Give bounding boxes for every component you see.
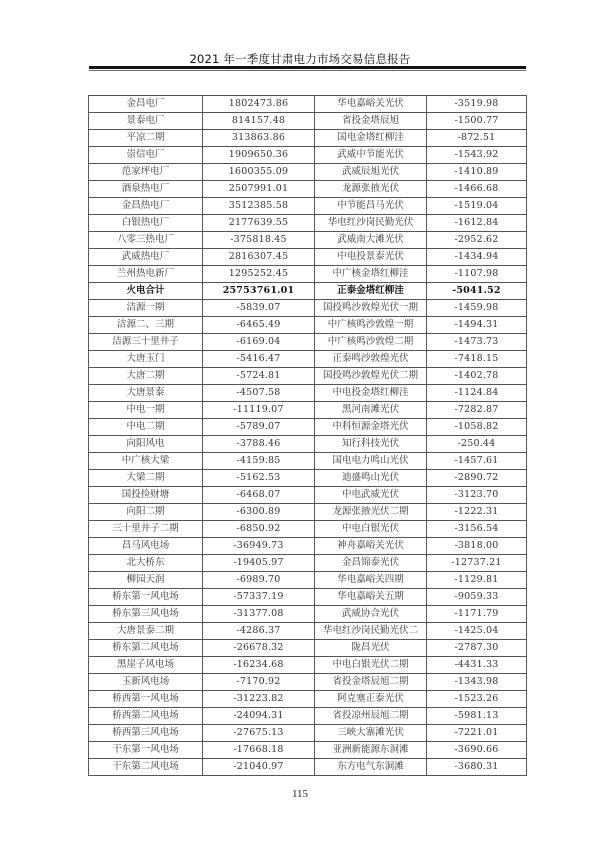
plant-name-cell: 中电投景泰光伏 [315,249,427,266]
table-row [89,606,527,623]
plant-value-cell: -1222.31 [427,504,527,521]
table-row [89,708,527,725]
plant-name-cell: 中电二期 [89,419,203,436]
plant-value-cell: 1600355.09 [203,164,315,181]
plant-name-cell: 华电红沙岗民勤光伏 [315,215,427,232]
plant-value-cell: -3519.98 [427,96,527,113]
table-row [89,249,527,266]
table-row [89,589,527,606]
plant-value-cell: -3156.54 [427,521,527,538]
plant-value-cell: 1802473.86 [203,96,315,113]
plant-value-cell: -872.51 [427,130,527,147]
plant-value-cell: -17668.18 [203,742,315,759]
plant-name-cell: 武威南大滩光伏 [315,232,427,249]
plant-value-cell: -11119.07 [203,402,315,419]
plant-value-cell: 1295252.45 [203,266,315,283]
plant-name-cell: 崇信电厂 [89,147,203,164]
plant-name-cell: 黑河南滩光伏 [315,402,427,419]
plant-name-cell: 龙源张掖光伏二期 [315,504,427,521]
plant-value-cell: -9059.33 [427,589,527,606]
header-divider-thin [89,70,526,71]
plant-name-cell: 中广核鸣沙敦煌二期 [315,334,427,351]
plant-value-cell: -2787.30 [427,640,527,657]
table-row [89,232,527,249]
table-row [89,555,527,572]
plant-value-cell: -4286.37 [203,623,315,640]
plant-value-cell: -1523.26 [427,691,527,708]
plant-name-cell: 桥西第二风电场 [89,708,203,725]
plant-value-cell: -24094.31 [203,708,315,725]
table-row [89,351,527,368]
plant-name-cell: 八零三热电厂 [89,232,203,249]
plant-name-cell: 中电白银光伏 [315,521,427,538]
plant-value-cell: -6300.89 [203,504,315,521]
plant-name-cell: 北大桥东 [89,555,203,572]
table-row [89,742,527,759]
table-row [89,266,527,283]
plant-value-cell: -1612.84 [427,215,527,232]
plant-value-cell: -7282.87 [427,402,527,419]
table-row [89,368,527,385]
plant-value-cell: 2177639.55 [203,215,315,232]
table-row [89,215,527,232]
plant-value-cell: -1457.61 [427,453,527,470]
plant-name-cell: 武威中节能光伏 [315,147,427,164]
plant-name-cell: 玉新风电场 [89,674,203,691]
plant-value-cell: -7418.15 [427,351,527,368]
plant-value-cell: -1434.94 [427,249,527,266]
plant-name-cell: 干东第一风电场 [89,742,203,759]
plant-value-cell: -2890.72 [427,470,527,487]
table-row [89,759,527,776]
plant-value-cell: -6465.49 [203,317,315,334]
table-row [89,334,527,351]
report-title: 2021 年一季度甘肃电力市场交易信息报告 [189,52,411,66]
plant-name-cell: 华电红沙岗民勤光伏二 [315,623,427,640]
settlement-table [88,95,527,776]
plant-name-cell: 正泰鸣沙敦煌光伏 [315,351,427,368]
plant-name-cell: 省投金塔辰旭二期 [315,674,427,691]
plant-value-cell: -1425.04 [427,623,527,640]
plant-name-cell: 中广核鸣沙敦煌一期 [315,317,427,334]
plant-value-cell: 1909650.36 [203,147,315,164]
table-row [89,385,527,402]
plant-value-cell: -375818.45 [203,232,315,249]
plant-name-cell: 武威辰旭光伏 [315,164,427,181]
table-row [89,504,527,521]
plant-name-cell: 桥东第一风电场 [89,589,203,606]
plant-name-cell: 华电嘉峪关光伏 [315,96,427,113]
table-row [89,317,527,334]
plant-value-cell: -250.44 [427,436,527,453]
plant-value-cell: -3818.00 [427,538,527,555]
plant-name-cell: 国投鸣沙敦煌光伏一期 [315,300,427,317]
plant-value-cell: -5724.81 [203,368,315,385]
plant-value-cell: 2816307.45 [203,249,315,266]
table-row [89,623,527,640]
plant-name-cell: 景泰电厂 [89,113,203,130]
table-row [89,640,527,657]
plant-name-cell: 中电白银光伏二期 [315,657,427,674]
plant-name-cell: 洁源二、三期 [89,317,203,334]
plant-name-cell: 国电电力鸣山光伏 [315,453,427,470]
plant-name-cell: 中电一期 [89,402,203,419]
table-row [89,657,527,674]
plant-value-cell: 814157.48 [203,113,315,130]
plant-value-cell: -36949.73 [203,538,315,555]
plant-value-cell: -3690.66 [427,742,527,759]
plant-value-cell: -7170.92 [203,674,315,691]
plant-value-cell: -1494.31 [427,317,527,334]
plant-name-cell: 向阳风电 [89,436,203,453]
plant-name-cell: 东方电气东洞滩 [315,759,427,776]
plant-name-cell: 陇昌光伏 [315,640,427,657]
plant-value-cell: -5981.13 [427,708,527,725]
plant-name-cell: 中电投金塔红柳洼 [315,385,427,402]
table-row [89,300,527,317]
plant-name-cell: 迪盛鸣山光伏 [315,470,427,487]
plant-name-cell: 洁源一期 [89,300,203,317]
plant-value-cell: -7221.01 [427,725,527,742]
plant-value-cell: -5041.52 [427,283,527,300]
plant-value-cell: -6169.04 [203,334,315,351]
plant-value-cell: -3788.46 [203,436,315,453]
plant-name-cell: 桥东第三风电场 [89,606,203,623]
plant-name-cell: 火电合计 [89,283,203,300]
plant-name-cell: 三十里井子二期 [89,521,203,538]
plant-name-cell: 范家坪电厂 [89,164,203,181]
plant-value-cell: -16234.68 [203,657,315,674]
plant-name-cell: 兰州热电新厂 [89,266,203,283]
plant-name-cell: 大唐景泰二期 [89,623,203,640]
plant-name-cell: 柳园天润 [89,572,203,589]
page-number: 115 [291,788,309,800]
plant-name-cell: 中广核大梁 [89,453,203,470]
plant-name-cell: 中科恒源金塔光伏 [315,419,427,436]
plant-name-cell: 中电武威光伏 [315,487,427,504]
plant-name-cell: 武威协合光伏 [315,606,427,623]
plant-value-cell: -19405.97 [203,555,315,572]
plant-name-cell: 昌马风电场 [89,538,203,555]
plant-value-cell: -1473.73 [427,334,527,351]
plant-name-cell: 亚洲新能源东洞滩 [315,742,427,759]
plant-value-cell: -3680.31 [427,759,527,776]
plant-value-cell: -1466.68 [427,181,527,198]
plant-name-cell: 大唐玉门 [89,351,203,368]
plant-name-cell: 国投鸣沙敦煌光伏二期 [315,368,427,385]
table-row [89,181,527,198]
plant-name-cell: 大唐景泰 [89,385,203,402]
plant-name-cell: 正泰金塔红柳洼 [315,283,427,300]
plant-value-cell: -31223.82 [203,691,315,708]
plant-value-cell: -4159.85 [203,453,315,470]
table-row [89,691,527,708]
plant-value-cell: 3512385.58 [203,198,315,215]
plant-name-cell: 干东第二风电场 [89,759,203,776]
plant-name-cell: 平凉二期 [89,130,203,147]
plant-value-cell: -1402.78 [427,368,527,385]
table-body [89,96,527,776]
table-row [89,538,527,555]
table-row [89,725,527,742]
table-row [89,453,527,470]
plant-value-cell: -3123.70 [427,487,527,504]
plant-value-cell: -5416.47 [203,351,315,368]
plant-name-cell: 阿克塞正泰光伏 [315,691,427,708]
plant-value-cell: -4507.58 [203,385,315,402]
plant-value-cell: -6989.70 [203,572,315,589]
plant-name-cell: 知行科技光伏 [315,436,427,453]
plant-value-cell: -1519.04 [427,198,527,215]
plant-name-cell: 黑崖子风电场 [89,657,203,674]
plant-value-cell: -5789.07 [203,419,315,436]
plant-value-cell: -1107.98 [427,266,527,283]
plant-value-cell: -31377.08 [203,606,315,623]
plant-value-cell: -27675.13 [203,725,315,742]
plant-value-cell: -1500.77 [427,113,527,130]
table-row [89,419,527,436]
table-row [89,436,527,453]
plant-value-cell: -57337.19 [203,589,315,606]
table-row [89,113,527,130]
plant-value-cell: -1543.92 [427,147,527,164]
plant-value-cell: -6850.92 [203,521,315,538]
plant-value-cell: -5839.07 [203,300,315,317]
plant-name-cell: 桥西第三风电场 [89,725,203,742]
plant-name-cell: 洁源三十里井子 [89,334,203,351]
table-row [89,572,527,589]
plant-name-cell: 华电嘉峪关四期 [315,572,427,589]
table-row [89,130,527,147]
table-row [89,402,527,419]
table-row [89,674,527,691]
plant-name-cell: 大唐二期 [89,368,203,385]
plant-name-cell: 中广核金塔红柳洼 [315,266,427,283]
plant-name-cell: 金昌锦泰光伏 [315,555,427,572]
plant-name-cell: 省投凉州辰旭二期 [315,708,427,725]
plant-name-cell: 金昌热电厂 [89,198,203,215]
table-row [89,487,527,504]
plant-value-cell: 313863.86 [203,130,315,147]
table-row [89,283,527,300]
plant-value-cell: -1410.89 [427,164,527,181]
plant-name-cell: 酒泉热电厂 [89,181,203,198]
plant-value-cell: -1124.84 [427,385,527,402]
plant-name-cell: 白银热电厂 [89,215,203,232]
plant-value-cell: -1343.98 [427,674,527,691]
plant-name-cell: 桥东第二风电场 [89,640,203,657]
plant-value-cell: -1459.98 [427,300,527,317]
plant-name-cell: 国电金塔红柳洼 [315,130,427,147]
plant-name-cell: 中节能昌马光伏 [315,198,427,215]
table-row [89,96,527,113]
plant-name-cell: 华电嘉峪关五期 [315,589,427,606]
plant-name-cell: 神舟嘉峪关光伏 [315,538,427,555]
plant-name-cell: 省投金塔辰旭 [315,113,427,130]
plant-value-cell: -6468.07 [203,487,315,504]
plant-name-cell: 向阳二期 [89,504,203,521]
plant-value-cell: 25753761.01 [203,283,315,300]
plant-value-cell: -26678.32 [203,640,315,657]
plant-value-cell: -1171.79 [427,606,527,623]
table-row [89,164,527,181]
plant-name-cell: 金昌电厂 [89,96,203,113]
plant-name-cell: 大梁二期 [89,470,203,487]
plant-value-cell: -4431.33 [427,657,527,674]
plant-value-cell: -12737.21 [427,555,527,572]
plant-value-cell: -21040.97 [203,759,315,776]
table-row [89,470,527,487]
plant-value-cell: -5162.53 [203,470,315,487]
plant-name-cell: 武威热电厂 [89,249,203,266]
plant-name-cell: 桥西第一风电场 [89,691,203,708]
plant-value-cell: -1058.82 [427,419,527,436]
table-row [89,521,527,538]
table-row [89,198,527,215]
plant-name-cell: 国投捡财塘 [89,487,203,504]
plant-value-cell: -1129.81 [427,572,527,589]
header-divider [89,66,526,69]
plant-name-cell: 龙源张掖光伏 [315,181,427,198]
table-row [89,147,527,164]
plant-value-cell: -2952.62 [427,232,527,249]
plant-value-cell: 2507991.01 [203,181,315,198]
plant-name-cell: 三峡大寨滩光伏 [315,725,427,742]
